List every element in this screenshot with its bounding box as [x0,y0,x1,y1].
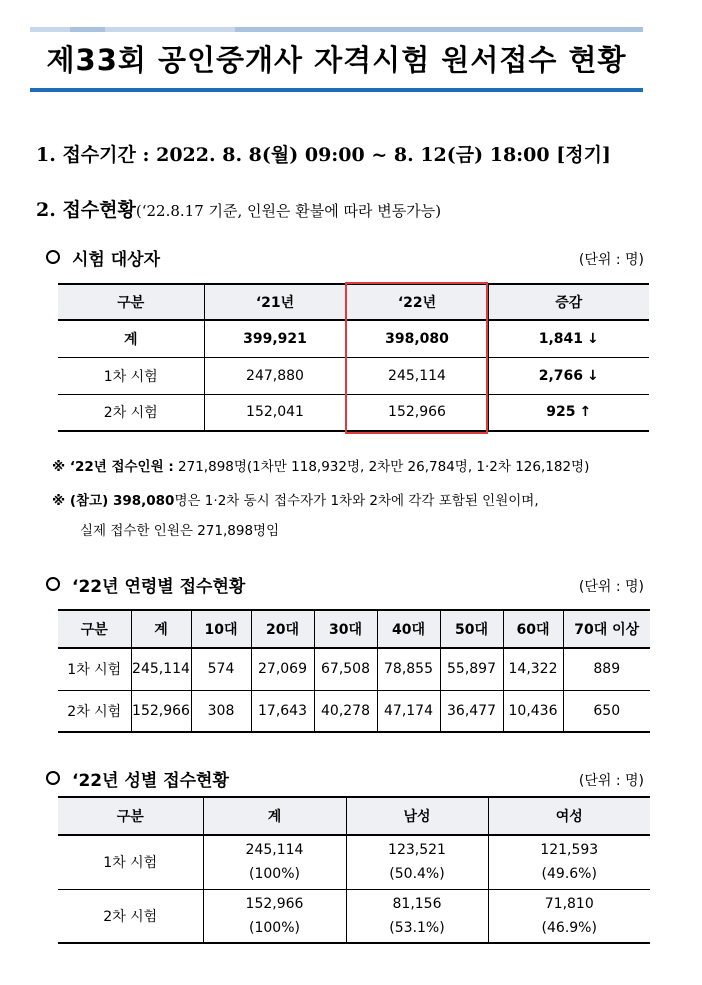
note-1-head: ※ ‘22년 접수인원 : [52,459,174,475]
table3-heading [46,766,229,791]
row-label: 2차 시험 [58,690,131,732]
down-arrow-icon: ↓ [587,330,599,347]
note-2-line2: 실제 접수한 인원은 271,898명임 [80,523,280,539]
up-arrow-icon: ↑ [579,404,592,421]
circle-bullet-icon [46,577,60,591]
circle-bullet-icon [46,771,60,785]
table2-header: 20대 [251,610,314,648]
row-label: 계 [58,320,204,357]
page-title: 제33회 공인중개사 자격시험 원서접수 현황 [46,43,627,77]
table2-header: 구분 [58,610,131,648]
unit-label: (단위 : 명) [578,773,644,789]
cell: 245,114 [346,357,488,394]
table-row [58,690,650,732]
cell: 308 [191,690,251,732]
cell: 27,069 [251,648,314,690]
table-row [58,648,650,690]
cell [346,889,488,943]
table3-header: 여성 [488,797,650,835]
section-2-label: 2. 접수현황 [36,199,136,221]
cell: 245,114 [131,648,191,690]
diff-value: 1,841 [538,330,584,347]
table2-header: 10대 [191,610,251,648]
cell: 40,278 [314,690,377,732]
table2-header: 70대 이상 [563,610,650,648]
table3-header: 구분 [58,797,203,835]
row-label: 2차 시험 [58,394,204,431]
cell [203,835,346,889]
cell: 14,322 [503,648,563,690]
table2-header: 30대 [314,610,377,648]
section-2-sub: (‘22.8.17 기준, 인원은 환불에 따라 변동가능) [135,202,442,220]
cell: 152,966 [131,690,191,732]
table2-heading-text: ‘22년 연령별 접수현황 [72,577,246,597]
top-bar-segment [30,27,70,32]
cell-diff [488,320,649,357]
title-bottom-bar [30,88,643,92]
percent: (49.6%) [541,866,597,883]
row-label: 1차 시험 [58,648,131,690]
cell [488,835,650,889]
value: 245,114 [245,842,304,859]
circle-bullet-icon [46,250,60,264]
cell: 152,041 [204,394,346,431]
title-top-bar [30,27,643,32]
cell: 47,174 [377,690,440,732]
note-1-text: 271,898명(1차만 118,932명, 2차만 26,784명, 1·2차 126,182명) [173,459,590,475]
table-row [58,889,650,943]
table3-header: 계 [203,797,346,835]
value: 121,593 [540,842,599,859]
table3-heading-text: ‘22년 성별 접수현황 [72,771,229,791]
percent: (50.4%) [389,866,445,883]
highlight-box [345,282,488,434]
cell: 67,508 [314,648,377,690]
down-arrow-icon: ↓ [587,367,599,384]
value: 71,810 [544,895,594,912]
table1-header: 증감 [488,284,649,320]
unit-label: (단위 : 명) [578,252,644,268]
cell [346,835,488,889]
cell: 17,643 [251,690,314,732]
section-1-text: : 2022. 8. 8(월) 09:00 ~ 8. 12(금) 18:00 [정기] [135,144,611,166]
table3-header: 남성 [346,797,488,835]
table2-header: 40대 [377,610,440,648]
note-2-text: 명은 1·2차 동시 접수자가 1차와 2차에 각각 포함된 인원이며, [174,493,539,509]
diff-value: 925 [546,404,576,421]
cell: 399,921 [204,320,346,357]
note-2 [52,489,539,509]
cell: 650 [563,690,650,732]
unit-label: (단위 : 명) [578,579,644,595]
cell: 574 [191,648,251,690]
row-label: 1차 시험 [58,357,204,394]
note-2-head: ※ (참고) 398,080 [52,493,175,509]
table2 [58,609,650,733]
top-bar-segment [105,27,235,32]
diff-value: 2,766 [538,367,584,384]
cell: 152,966 [346,394,488,431]
table1-heading [46,245,160,270]
percent: (100%) [249,866,300,883]
cell [203,889,346,943]
table3 [58,796,650,944]
value: 123,521 [388,842,446,859]
cell: 247,880 [204,357,346,394]
table1-heading-text: 시험 대상자 [72,250,161,270]
section-2-heading [36,195,441,222]
percent: (53.1%) [389,919,445,936]
note-1 [52,455,589,475]
cell [488,889,650,943]
row-label: 1차 시험 [58,835,203,889]
cell: 889 [563,648,650,690]
row-label: 2차 시험 [58,889,203,943]
value: 81,156 [392,895,442,912]
percent: (100%) [249,919,300,936]
table1-header: 구분 [58,284,204,320]
table-row [58,835,650,889]
table2-header: 계 [131,610,191,648]
cell: 398,080 [346,320,488,357]
cell: 36,477 [440,690,503,732]
table2-header: 50대 [440,610,503,648]
cell: 78,855 [377,648,440,690]
section-1-heading [36,140,611,167]
table1-header: ‘21년 [204,284,346,320]
cell-diff [488,357,649,394]
table2-heading [46,572,245,597]
value: 152,966 [245,895,304,912]
cell: 55,897 [440,648,503,690]
table1-header: ‘22년 [346,284,488,320]
section-1-label: 1. 접수기간 [36,144,136,166]
cell: 10,436 [503,690,563,732]
table2-header: 60대 [503,610,563,648]
percent: (46.9%) [541,919,597,936]
cell-diff [488,394,649,431]
